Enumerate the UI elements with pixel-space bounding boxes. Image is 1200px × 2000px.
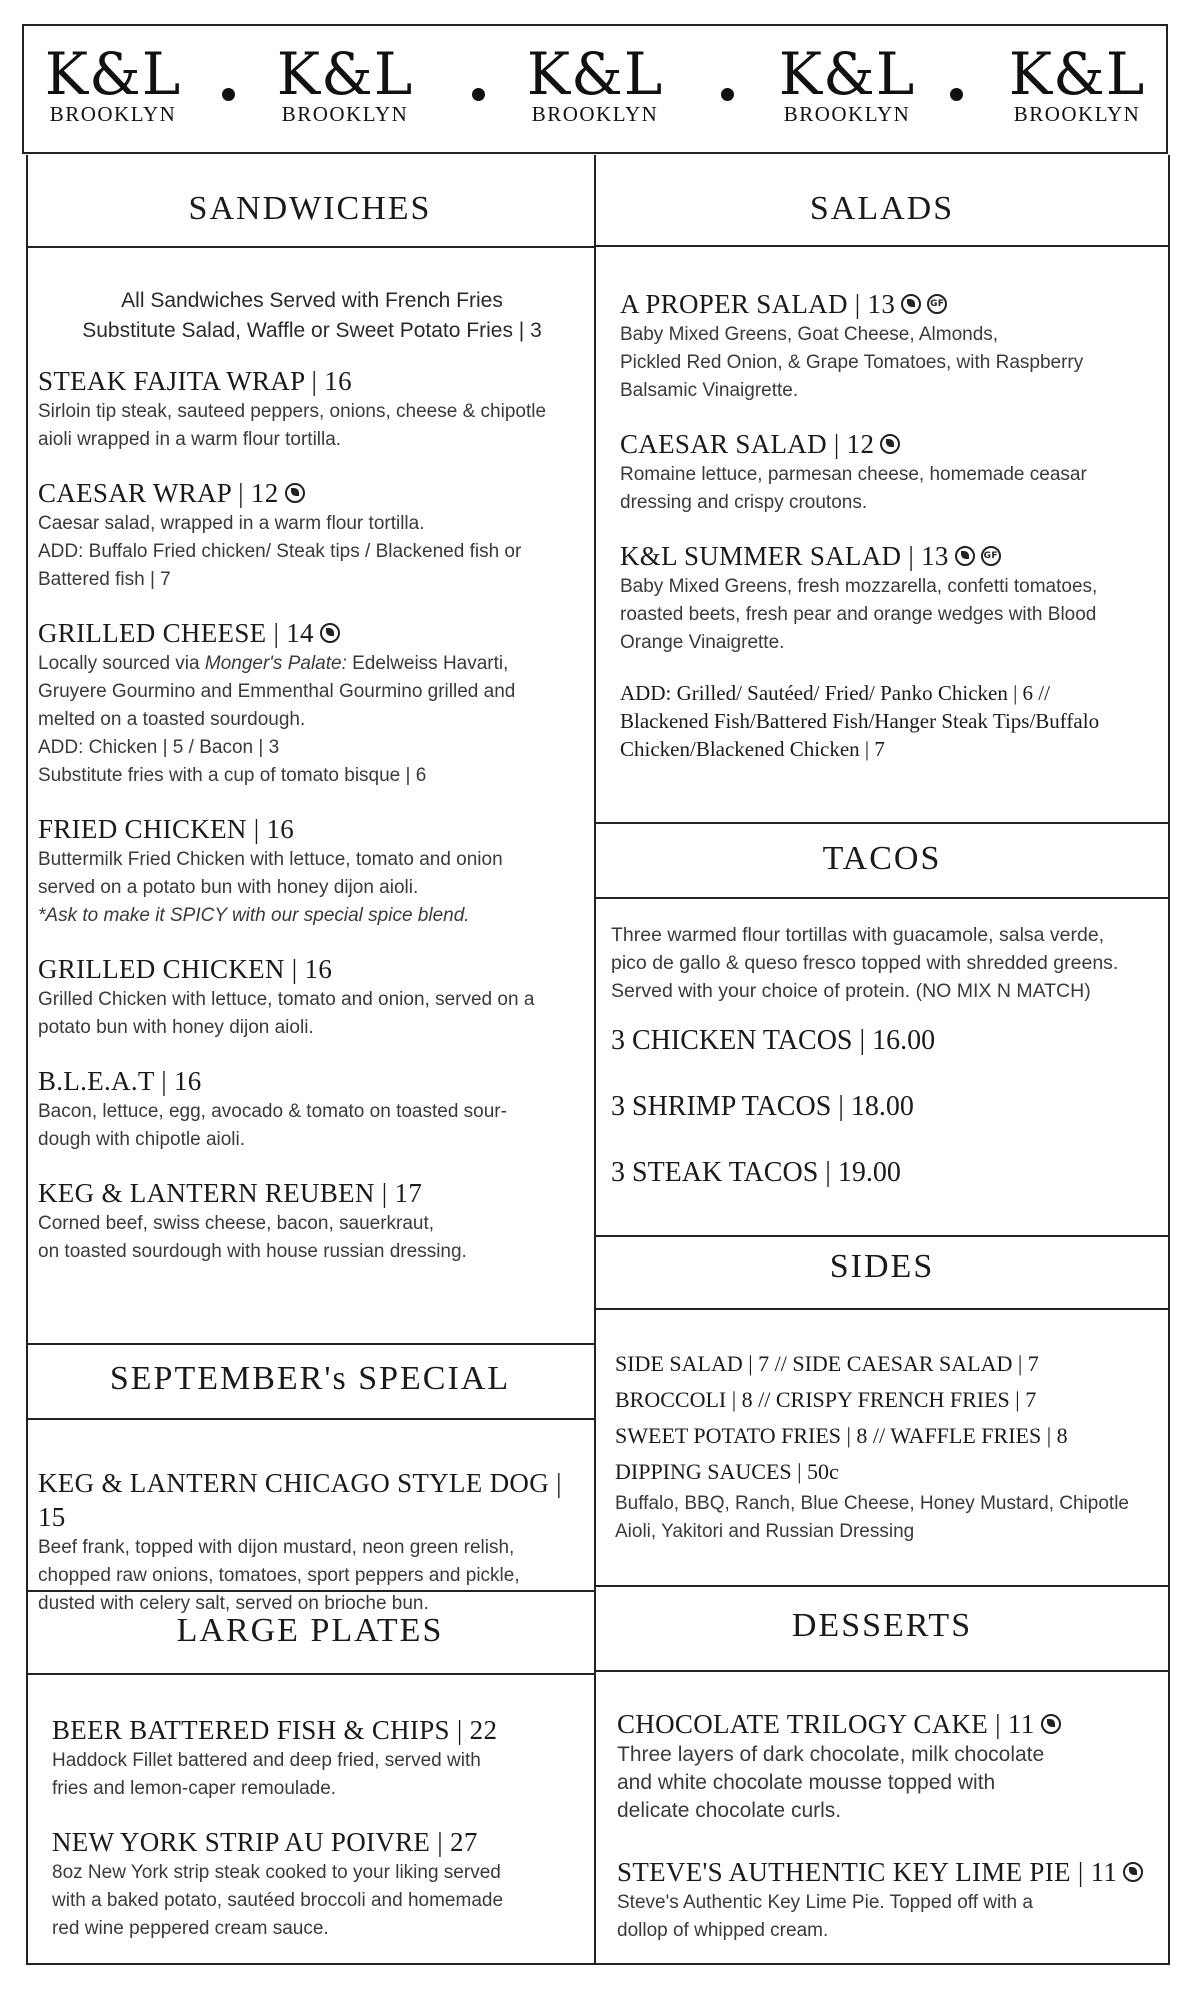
- item-name-text: A PROPER SALAD | 13: [620, 289, 896, 319]
- menu-item: [52, 1825, 587, 1943]
- divider: [596, 1235, 1168, 1237]
- sides-line: SIDE SALAD | 7 // SIDE CAESAR SALAD | 7: [615, 1351, 1039, 1376]
- desc-line: fries and lemon-caper remoulade.: [52, 1778, 337, 1799]
- desc-line: melted on a toasted sourdough.: [38, 709, 306, 730]
- desc-line: dough with chipotle aioli.: [38, 1129, 246, 1150]
- divider: [26, 1673, 594, 1675]
- item-name: [617, 1855, 1165, 1889]
- section-heading-desserts: DESSERTS: [791, 1607, 973, 1644]
- desc-line: served on a potato bun with honey dijon aioli.: [38, 877, 419, 898]
- item-name: B.L.E.A.T | 16: [38, 1066, 202, 1096]
- vegetarian-icon: [1123, 1862, 1143, 1882]
- desc-line: Served with your choice of protein. (NO MIX N MATCH): [611, 980, 1091, 1002]
- desc-text: Edelweiss Havarti,: [346, 653, 509, 674]
- logo-city: BROOKLYN: [49, 102, 177, 126]
- special-section: [38, 1466, 586, 1618]
- sandwich-note: [38, 286, 586, 346]
- item-name: [38, 616, 586, 650]
- desc-line: chopped raw onions, tomatoes, sport peppers and pickle,: [38, 1565, 520, 1586]
- logo-mark: K&L: [276, 40, 414, 108]
- menu-item: [38, 364, 586, 454]
- sides-line: SWEET POTATO FRIES | 8 // WAFFLE FRIES | 8: [615, 1423, 1068, 1448]
- section-heading-salads: SALADS: [809, 190, 955, 227]
- divider: [596, 897, 1168, 899]
- note-line: Substitute Salad, Waffle or Sweet Potato Fries | 3: [82, 319, 542, 342]
- desc-line: potato bun with honey dijon aioli.: [38, 1017, 314, 1038]
- item-description: [620, 321, 1165, 405]
- desc-line: Pickled Red Onion, & Grape Tomatoes, with Raspberry: [620, 352, 1084, 373]
- menu-item: [38, 952, 586, 1042]
- item-description: [617, 1889, 1165, 1945]
- desc-line: Grilled Chicken with lettuce, tomato and onion, served on a: [38, 989, 535, 1010]
- divider: [596, 1670, 1168, 1672]
- separator-dot: [950, 88, 963, 101]
- logo-banner: [22, 24, 1168, 154]
- item-description: [620, 461, 1165, 517]
- item-name: FRIED CHICKEN | 16: [38, 814, 295, 844]
- item-description: [620, 573, 1165, 657]
- menu-item: [52, 1713, 587, 1803]
- vegetarian-icon: [901, 294, 921, 314]
- item-name: [620, 287, 1165, 321]
- item-description: [38, 510, 586, 594]
- desc-line: [38, 650, 586, 678]
- desc-line: on toasted sourdough with house russian dressing.: [38, 1241, 467, 1262]
- menu-item: [620, 287, 1165, 405]
- desc-line: Substitute fries with a cup of tomato bisque | 6: [38, 765, 427, 786]
- item-name-text: CAESAR WRAP | 12: [38, 478, 279, 508]
- divider: [596, 245, 1168, 247]
- menu-item: [617, 1855, 1165, 1945]
- logo-city: BROOKLYN: [783, 102, 911, 126]
- desc-line: Balsamic Vinaigrette.: [620, 380, 799, 401]
- divider: [596, 1308, 1168, 1310]
- desc-line: dressing and crispy croutons.: [620, 492, 868, 513]
- desc-line: pico de gallo & queso fresco topped with shredded greens.: [611, 952, 1119, 974]
- separator-dot: [222, 88, 235, 101]
- item-name: STEAK FAJITA WRAP | 16: [38, 366, 352, 396]
- desc-text: Locally sourced via: [38, 653, 205, 674]
- desc-line: Buttermilk Fried Chicken with lettuce, tomato and onion: [38, 849, 503, 870]
- item-description: [38, 846, 586, 930]
- column-divider: [594, 155, 596, 1965]
- menu-item: [617, 1707, 1165, 1825]
- item-description: [38, 650, 586, 790]
- menu-item: [38, 1176, 586, 1266]
- logo-mark: K&L: [44, 40, 182, 108]
- logo: [992, 40, 1162, 127]
- desc-line: Three warmed flour tortillas with guacamole, salsa verde,: [611, 924, 1105, 946]
- add-line: Blackened Fish/Battered Fish/Hanger Steak Tips/Buffalo: [620, 709, 1100, 733]
- desc-line: Sirloin tip steak, sauteed peppers, onions, cheese & chipotle: [38, 401, 547, 422]
- menu-item: [38, 812, 586, 930]
- sauce-description: [615, 1490, 1165, 1546]
- desc-line: dollop of whipped cream.: [617, 1920, 829, 1941]
- desserts-section: [617, 1707, 1165, 1967]
- item-name: KEG & LANTERN REUBEN | 17: [38, 1178, 423, 1208]
- add-line: Chicken/Blackened Chicken | 7: [620, 737, 885, 761]
- vegetarian-icon: [320, 623, 340, 643]
- desc-line: with a baked potato, sautéed broccoli and homemade: [52, 1890, 504, 1911]
- desc-line: roasted beets, fresh pear and orange wedges with Blood: [620, 604, 1097, 625]
- desc-line: Gruyere Gourmino and Emmenthal Gourmino grilled and: [38, 681, 516, 702]
- item-description: [38, 1534, 586, 1618]
- desc-line: 8oz New York strip steak cooked to your liking served: [52, 1862, 501, 1883]
- item-name-text: CHOCOLATE TRILOGY CAKE | 11: [617, 1709, 1035, 1739]
- section-heading-sandwiches: SANDWICHES: [188, 190, 432, 227]
- logo: [260, 40, 430, 127]
- desc-line: Three layers of dark chocolate, milk chocolate: [617, 1743, 1045, 1766]
- item-name: GRILLED CHICKEN | 16: [38, 954, 333, 984]
- vegetarian-icon: [955, 546, 975, 566]
- desc-line: Battered fish | 7: [38, 569, 171, 590]
- taco-item: 3 SHRIMP TACOS | 18.00: [611, 1091, 914, 1122]
- tacos-description: [611, 921, 1163, 1005]
- gluten-free-icon: GF: [981, 546, 1001, 566]
- item-name: [617, 1707, 1165, 1741]
- desc-line: Romaine lettuce, parmesan cheese, homemade ceasar: [620, 464, 1087, 485]
- item-name: BEER BATTERED FISH & CHIPS | 22: [52, 1715, 498, 1745]
- desc-line: Aioli, Yakitori and Russian Dressing: [615, 1521, 915, 1542]
- separator-dot: [721, 88, 734, 101]
- logo: [762, 40, 932, 127]
- menu-item: [38, 476, 586, 594]
- desc-line: delicate chocolate curls.: [617, 1799, 842, 1822]
- logo-city: BROOKLYN: [281, 102, 409, 126]
- logo-city: BROOKLYN: [1013, 102, 1141, 126]
- menu-item: [620, 427, 1165, 517]
- item-name-text: STEVE'S AUTHENTIC KEY LIME PIE | 11: [617, 1857, 1118, 1887]
- desc-line: Caesar salad, wrapped in a warm flour tortilla.: [38, 513, 425, 534]
- item-name: KEG & LANTERN CHICAGO STYLE DOG | 15: [38, 1468, 562, 1532]
- desc-line: Buffalo, BBQ, Ranch, Blue Cheese, Honey Mustard, Chipotle: [615, 1493, 1129, 1514]
- item-description: [52, 1747, 587, 1803]
- sides-section: [615, 1346, 1165, 1546]
- vegetarian-icon: [880, 434, 900, 454]
- desc-line: Beef frank, topped with dijon mustard, neon green relish,: [38, 1537, 515, 1558]
- large-plates-section: [52, 1713, 587, 1965]
- logo-city: BROOKLYN: [531, 102, 659, 126]
- item-description: [38, 1098, 586, 1154]
- section-heading-sides: SIDES: [829, 1248, 935, 1285]
- taco-item: 3 STEAK TACOS | 19.00: [611, 1157, 901, 1188]
- item-name: [38, 476, 586, 510]
- section-heading-tacos: TACOS: [822, 840, 942, 877]
- item-name: [620, 539, 1165, 573]
- item-name: [620, 427, 1165, 461]
- logo-mark: K&L: [778, 40, 916, 108]
- item-description: [38, 398, 586, 454]
- logo-mark: K&L: [1008, 40, 1146, 108]
- menu-item: [38, 616, 586, 790]
- section-heading-special: SEPTEMBER's SPECIAL: [109, 1360, 511, 1397]
- item-name: NEW YORK STRIP AU POIVRE | 27: [52, 1827, 478, 1857]
- vegetarian-icon: [285, 483, 305, 503]
- divider: [26, 1343, 594, 1345]
- desc-line: Bacon, lettuce, egg, avocado & tomato on toasted sour-: [38, 1101, 507, 1122]
- sides-line: BROCCOLI | 8 // CRISPY FRENCH FRIES | 7: [615, 1387, 1037, 1412]
- note-line: All Sandwiches Served with French Fries: [121, 289, 503, 312]
- divider: [26, 1418, 594, 1420]
- desc-line: Baby Mixed Greens, fresh mozzarella, confetti tomatoes,: [620, 576, 1098, 597]
- desc-line: Corned beef, swiss cheese, bacon, sauerkraut,: [38, 1213, 435, 1234]
- item-name-text: CAESAR SALAD | 12: [620, 429, 875, 459]
- item-name-text: GRILLED CHEESE | 14: [38, 618, 314, 648]
- desc-line: Haddock Fillet battered and deep fried, served with: [52, 1750, 481, 1771]
- divider: [26, 246, 594, 248]
- item-description: [38, 986, 586, 1042]
- desc-line: red wine peppered cream sauce.: [52, 1918, 329, 1939]
- menu-item: [620, 539, 1165, 657]
- logo-mark: K&L: [526, 40, 664, 108]
- menu-item: [38, 1064, 586, 1154]
- gluten-free-icon: GF: [927, 294, 947, 314]
- vegetarian-icon: [1041, 1714, 1061, 1734]
- tacos-section: [611, 921, 1163, 1223]
- separator-dot: [472, 88, 485, 101]
- desc-line: dusted with celery salt, served on brioche bun.: [38, 1593, 429, 1614]
- divider: [596, 822, 1168, 824]
- desc-line: Baby Mixed Greens, Goat Cheese, Almonds,: [620, 324, 999, 345]
- item-description: [617, 1741, 1165, 1825]
- add-line: ADD: Grilled/ Sautéed/ Fried/ Panko Chicken | 6 //: [620, 681, 1050, 705]
- salad-add-ons: [620, 679, 1165, 763]
- divider: [596, 1585, 1168, 1587]
- logo: [510, 40, 680, 127]
- item-description: [38, 1210, 586, 1266]
- desc-line: ADD: Buffalo Fried chicken/ Steak tips / Blackened fish or: [38, 541, 522, 562]
- desc-line: aioli wrapped in a warm flour tortilla.: [38, 429, 342, 450]
- taco-item: 3 CHICKEN TACOS | 16.00: [611, 1025, 936, 1056]
- section-heading-large-plates: LARGE PLATES: [176, 1612, 444, 1649]
- sandwiches-section: [38, 286, 586, 1288]
- logo: [28, 40, 198, 127]
- sides-line: DIPPING SAUCES | 50c: [615, 1459, 839, 1484]
- item-description: [52, 1859, 587, 1943]
- desc-line: and white chocolate mousse topped with: [617, 1771, 996, 1794]
- desc-line: Orange Vinaigrette.: [620, 632, 785, 653]
- desc-line: ADD: Chicken | 5 / Bacon | 3: [38, 737, 280, 758]
- item-name-text: K&L SUMMER SALAD | 13: [620, 541, 949, 571]
- desc-line: Steve's Authentic Key Lime Pie. Topped off with a: [617, 1892, 1033, 1913]
- desc-emphasis: Monger's Palate:: [204, 653, 347, 674]
- salads-section: [620, 287, 1165, 763]
- desc-line-italic: *Ask to make it SPICY with our special spice blend.: [38, 905, 470, 926]
